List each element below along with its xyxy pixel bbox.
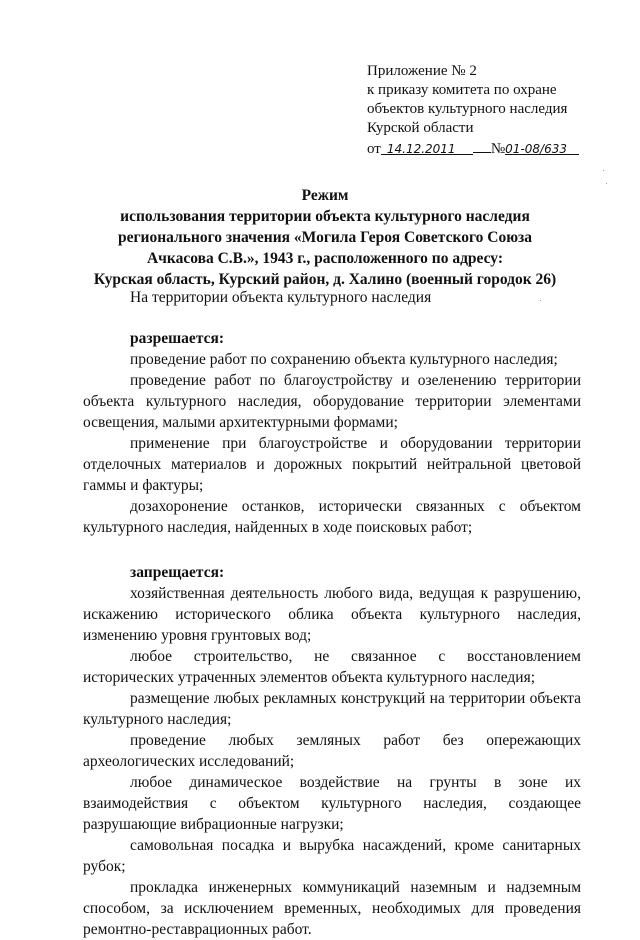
number-value: 01-08/633 bbox=[505, 142, 567, 156]
prohibited-item: самовольная посадка и вырубка насаждений, кроме санитарных рубок; bbox=[83, 837, 581, 875]
document-body bbox=[83, 287, 581, 940]
date-value: 14.12.2011 bbox=[386, 142, 456, 156]
scan-speck bbox=[540, 300, 541, 301]
allowed-item: применение при благоустройстве и оборудовании территории отделочных материалов и дорожных покрытий нейтральной цветовой гаммы и фактуры; bbox=[83, 435, 581, 494]
scan-speck bbox=[603, 170, 604, 171]
number-field bbox=[505, 140, 579, 155]
allowed-item: дозахоронение останков, исторически связанных с объектом культурного наследия, найденных в ходе поисковых работ; bbox=[83, 498, 581, 536]
title-line-4: Ачкасова С.В.», 1943 г., расположенного по адресу: bbox=[146, 250, 503, 267]
prohibited-item: размещение любых рекламных конструкций на территории объекта культурного наследия; bbox=[83, 690, 581, 728]
prohibited-item: проведение любых земляных работ без опережающих археологических исследований; bbox=[83, 732, 581, 770]
date-spacer-line bbox=[473, 138, 491, 153]
appendix-number: Приложение № 2 bbox=[367, 63, 477, 79]
prohibited-item: хозяйственная деятельность любого вида, ведущая к разрушению, искажению исторического облика объекта культурного наследия, изменению уровня грунтовых вод; bbox=[83, 585, 581, 644]
title-line-1: Режим bbox=[301, 187, 349, 204]
date-prefix: от bbox=[367, 141, 381, 157]
appendix-date-line bbox=[367, 138, 579, 159]
scan-speck bbox=[606, 183, 607, 184]
intro-paragraph: На территории объекта культурного наследия bbox=[130, 289, 432, 306]
appendix-region: Курской области bbox=[367, 120, 474, 136]
allowed-item: проведение работ по благоустройству и озеленению территории объекта культурного наследия, оборудование территории элементами освещения, малыми архитектурными формами; bbox=[83, 372, 581, 431]
appendix-block bbox=[367, 62, 579, 159]
date-field bbox=[381, 140, 473, 155]
prohibited-item: любое динамическое воздействие на грунты в зоне их взаимодействия с объектом культурного наследия, создающее разрушающие вибрационные нагрузки; bbox=[83, 774, 581, 833]
appendix-committee: объектов культурного наследия bbox=[367, 101, 568, 117]
allowed-item: проведение работ по сохранению объекта культурного наследия; bbox=[130, 351, 558, 368]
appendix-order-ref: к приказу комитета по охране bbox=[367, 82, 557, 98]
prohibited-heading: запрещается: bbox=[130, 564, 225, 581]
title-line-5: Курская область, Курский район, д. Халино (военный городок 26) bbox=[93, 271, 557, 288]
document-title bbox=[93, 185, 557, 290]
title-line-2: использования территории объекта культурного наследия bbox=[120, 208, 530, 225]
number-prefix: № bbox=[490, 141, 506, 157]
allowed-heading: разрешается: bbox=[130, 330, 225, 347]
title-line-3: регионального значения «Могила Героя Советского Союза bbox=[117, 229, 533, 246]
prohibited-item: любое строительство, не связанное с восстановлением исторических утраченных элементов объекта культурного наследия; bbox=[83, 648, 581, 686]
prohibited-item: прокладка инженерных коммуникаций наземным и надземным способом, за исключением временных, необходимых для проведения ремонтно-реставрационных работ. bbox=[83, 879, 581, 938]
